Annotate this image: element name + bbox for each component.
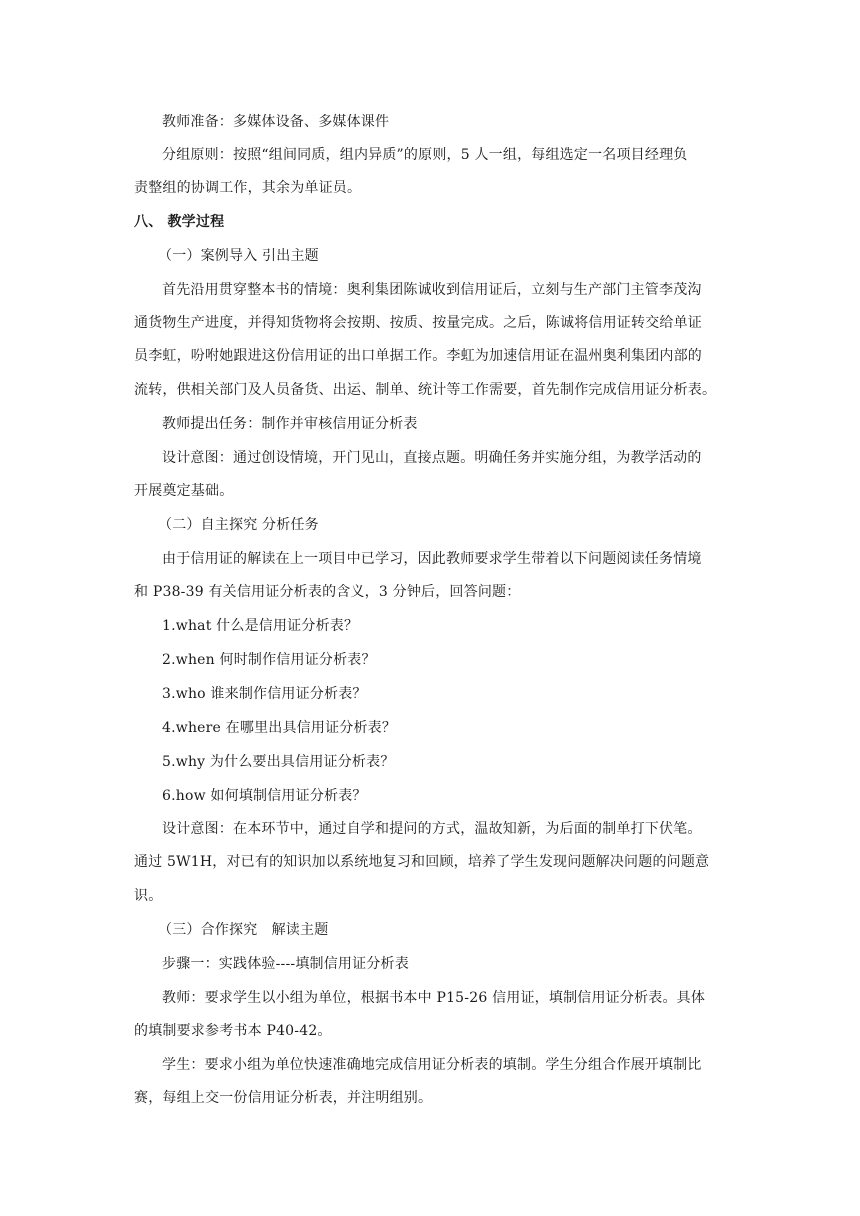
teacher-instruction-line-2: 的填制要求参考书本 P40-42。: [134, 1023, 332, 1039]
design-intent-1-line-2: 开展奠定基础。: [134, 483, 234, 499]
section-heading-teaching-process: 八、 教学过程: [134, 214, 225, 230]
case-paragraph-line-2: 通货物生产进度，并得知货物将会按期、按质、按量完成。之后，陈诚将信用证转交给单证: [134, 315, 702, 331]
subheading-cooperative-exploration: （三）合作探究 解读主题: [158, 922, 329, 938]
case-paragraph-line-4: 流转，供相关部门及人员备货、出运、制单、统计等工作需要，首先制作完成信用证分析表。: [134, 382, 717, 398]
grouping-principle-line-2: 责整组的协调工作，其余为单证员。: [134, 180, 362, 196]
teacher-task: 教师提出任务：制作并审核信用证分析表: [162, 416, 418, 432]
design-intent-2-line-2: 通过 5W1H，对已有的知识加以系统地复习和回顾，培养了学生发现问题解决问题的问题意: [134, 854, 710, 870]
grouping-principle-line-1: 分组原则：按照“组间同质，组内异质”的原则，5 人一组，每组选定一名项目经理负: [162, 147, 688, 163]
question-who: 3.who 谁来制作信用证分析表？: [162, 686, 367, 702]
exploration-paragraph-line-1: 由于信用证的解读在上一项目中已学习，因此教师要求学生带着以下问题阅读任务情境: [162, 551, 702, 567]
student-instruction-line-2: 赛，每组上交一份信用证分析表，并注明组别。: [134, 1090, 433, 1106]
case-paragraph-line-1: 首先沿用贯穿整本书的情境：奥利集团陈诚收到信用证后，立刻与生产部门主管李茂沟: [162, 282, 702, 298]
question-when: 2.when 何时制作信用证分析表？: [162, 652, 376, 668]
teacher-instruction-line-1: 教师：要求学生以小组为单位，根据书本中 P15-26 信用证，填制信用证分析表。具体: [162, 990, 706, 1006]
step-one: 步骤一：实践体验----填制信用证分析表: [162, 956, 409, 972]
question-why: 5.why 为什么要出具信用证分析表？: [162, 754, 395, 770]
student-instruction-line-1: 学生：要求小组为单位快速准确地完成信用证分析表的填制。学生分组合作展开填制比: [162, 1057, 702, 1073]
teacher-preparation: 教师准备：多媒体设备、多媒体课件: [162, 114, 390, 130]
case-paragraph-line-3: 员李虹，吩咐她跟进这份信用证的出口单据工作。李虹为加速信用证在温州奥利集团内部的: [134, 348, 702, 364]
design-intent-2-line-1: 设计意图：在本环节中，通过自学和提问的方式，温故知新，为后面的制单打下伏笔。: [162, 821, 702, 837]
design-intent-1-line-1: 设计意图：通过创设情境，开门见山，直接点题。明确任务并实施分组，为教学活动的: [162, 450, 702, 466]
subheading-case-introduction: （一）案例导入 引出主题: [158, 248, 319, 264]
exploration-paragraph-line-2: 和 P38-39 有关信用证分析表的含义，3 分钟后，回答问题：: [134, 584, 521, 600]
design-intent-2-line-3: 识。: [134, 888, 163, 904]
question-where: 4.where 在哪里出具信用证分析表？: [162, 720, 397, 736]
question-how: 6.how 如何填制信用证分析表？: [162, 788, 367, 804]
subheading-self-exploration: （二）自主探究 分析任务: [158, 517, 319, 533]
question-what: 1.what 什么是信用证分析表？: [162, 618, 359, 634]
